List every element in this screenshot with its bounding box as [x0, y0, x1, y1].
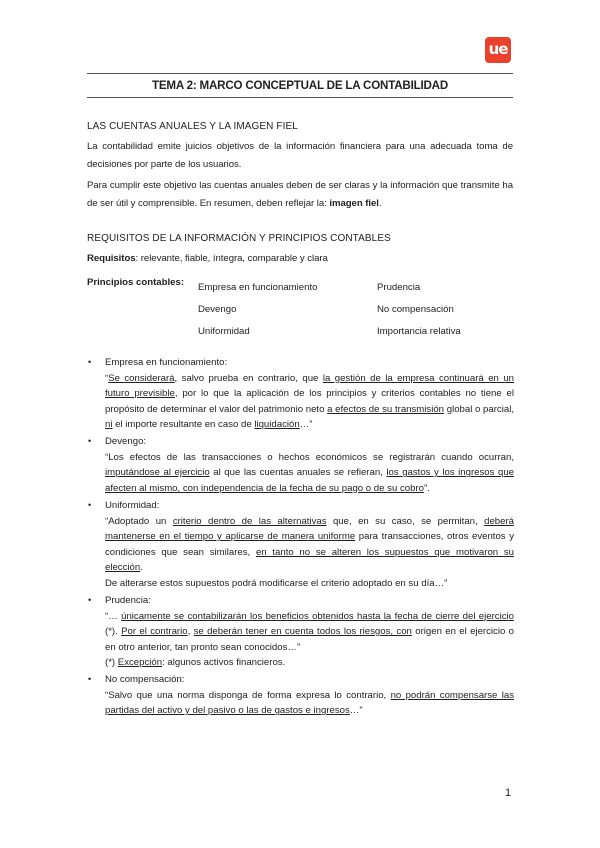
bullet-icon: •: [88, 674, 92, 684]
paragraph-objetivo: Para cumplir este objetivo las cuentas anuales deben de ser claras y la información que transmite ha de ser útil y comprensible. En resumen, deben reflejar la: imagen fiel.: [87, 180, 513, 209]
list-item-devengo: [105, 434, 514, 496]
paragraph-contabilidad: La contabilidad emite juicios objetivos de la información financiera para una adecuada toma de decisiones por parte de los usuarios.: [87, 141, 513, 170]
principio-uniformidad: Uniformidad: [198, 326, 250, 337]
title-top-rule: [87, 73, 513, 74]
bullet-icon: •: [88, 357, 92, 367]
bullet-icon: •: [88, 500, 92, 510]
item-quote: “Los efectos de las transacciones o hechos económicos se registrarán cuando ocurran, imputándose al ejercicio al que las cuentas anuales se refieran, los gastos y los ingresos que afecten al mismo, con independencia de la fecha de su pago o de su cobro”.: [105, 451, 514, 494]
bullet-icon: •: [88, 436, 92, 446]
list-item-uniformidad: [105, 498, 514, 592]
item-quote: “Se considerará, salvo prueba en contrario, que la gestión de la empresa continuará en un futuro previsible, por lo que la aplicación de los principios y criterios contables no tiene el propósito de determinar el valor del patrimonio neto a efectos de su transmisión global o parcial, ni el importe resultante en caso de liquidación…”: [105, 372, 515, 431]
requisitos-line: Requisitos: relevante, fiable, íntegra, comparable y clara: [87, 253, 328, 264]
item-note: De alterarse estos supuestos podrá modificarse el criterio adoptado en su día…”: [105, 577, 448, 589]
ue-logo: ue: [485, 37, 511, 63]
principios-label: Principios contables:: [87, 277, 185, 288]
item-note: (*) Excepción: algunos activos financieros.: [105, 657, 286, 669]
section-heading-requisitos: REQUISITOS DE LA INFORMACIÓN Y PRINCIPIOS CONTABLES: [87, 233, 391, 244]
list-item-prudencia: [105, 593, 514, 671]
principio-importancia: Importancia relativa: [377, 326, 461, 337]
section-heading-cuentas-anuales: LAS CUENTAS ANUALES Y LA IMAGEN FIEL: [87, 121, 298, 132]
imagen-fiel-bold: imagen fiel: [329, 197, 379, 209]
item-quote: “Salvo que una norma disponga de forma expresa lo contrario, no podrán compensarse las partidas del activo y del pasivo o las de gastos e ingresos…”: [105, 689, 514, 717]
item-quote: “Adoptado un criterio dentro de las alternativas que, en su caso, se permitan, deberá mantenerse en el tiempo y aplicarse de manera uniforme para transacciones, otros eventos y condiciones que sean similares, en tanto no se alteren los supuestos que motivaron su elección.: [105, 515, 514, 574]
title-bottom-rule: [87, 97, 513, 98]
item-title: Empresa en funcionamiento:: [105, 357, 228, 368]
item-title: Uniformidad:: [105, 500, 160, 511]
list-item-no-compensacion: [105, 672, 514, 719]
list-item-empresa: [105, 355, 514, 433]
principio-devengo: Devengo: [198, 304, 237, 315]
item-title: Devengo:: [105, 436, 147, 447]
principio-no-compensacion: No compensación: [377, 304, 454, 315]
principio-empresa: Empresa en funcionamiento: [198, 282, 318, 293]
page-title: TEMA 2: MARCO CONCEPTUAL DE LA CONTABILIDAD: [151, 79, 449, 92]
principio-prudencia: Prudencia: [377, 282, 421, 293]
item-title: No compensación:: [105, 674, 185, 685]
page-number: 1: [505, 787, 512, 799]
item-title: Prudencia:: [105, 595, 151, 606]
item-quote: “… únicamente se contabilizarán los beneficios obtenidos hasta la fecha de cierre del ejercicio (*). Por el contrario, se deberán tener en cuenta todos los riesgos, con origen en el ejercicio o en otro anterior, tan pronto sean conocidos…”: [105, 610, 514, 653]
bullet-icon: •: [88, 595, 92, 605]
